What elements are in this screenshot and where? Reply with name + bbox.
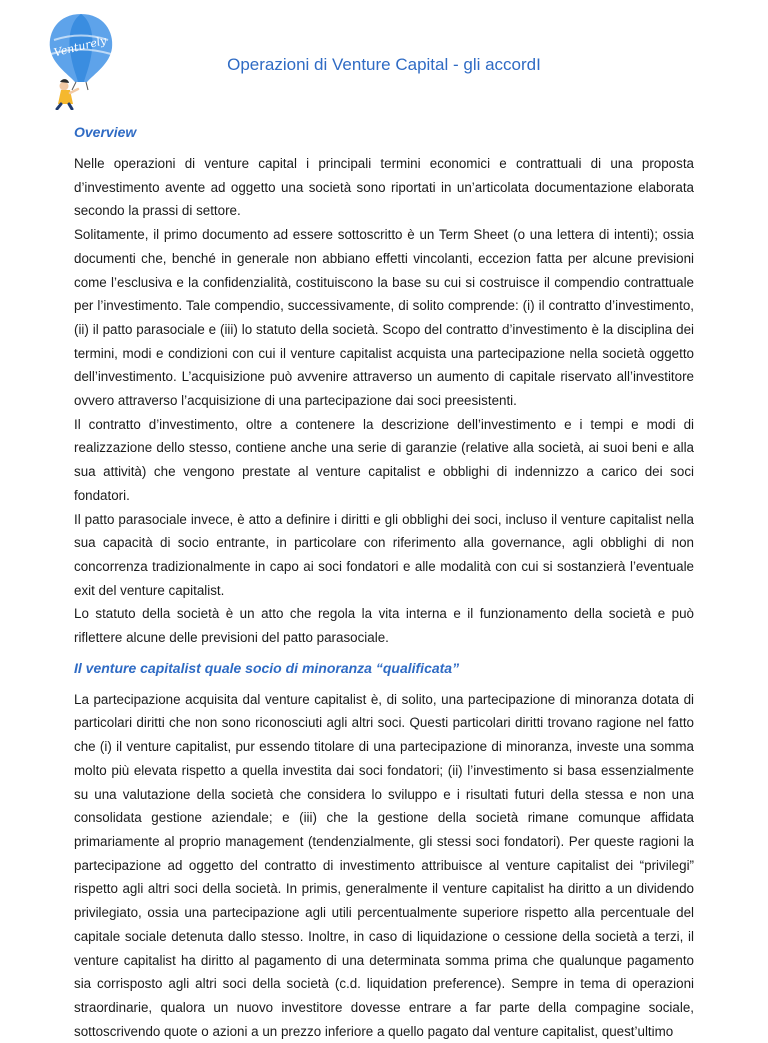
paragraph: Il contratto d’investimento, oltre a contenere la descrizione dell’investimento e i tempi e modi di realizzazione dello stesso, contiene anche una serie di garanzie (relative alla società, ai suoi beni e alla sua attività) che vengono prestate al venture capitalist e obblighi di indennizzo a carico dei soci fondatori. <box>74 416 694 503</box>
paragraph: Il patto parasociale invece, è atto a definire i diritti e gli obblighi dei soci, incluso il venture capitalist nella sua capacità di socio entrante, in particolare con riferimento alla governance, agli obblighi di non concorrenza tradizionalmente in capo ai soci fondatori e alle modalità con cui si sostanzierà l’eventuale exit del venture capitalist. <box>74 511 694 598</box>
paragraph: Nelle operazioni di venture capital i principali termini economici e contrattuali di una proposta d’investimento avente ad oggetto una società sono riportati in un’articolata documentazione elaborata secondo la prassi di settore. <box>74 156 694 219</box>
paragraph: La partecipazione acquisita dal venture capitalist è, di solito, una partecipazione di minoranza dotata di particolari diritti che non sono riconosciuti agli altri soci. Questi particolari diritti trovano ragione nel fatto che (i) il venture capitalist, pur essendo titolare di una partecipazione di minoranza, investe una somma molto più elevata rispetto a quella investita dai soci fondatori; (ii) l’investimento si basa essenzialmente su una valutazione della società che considera lo sviluppo e i risultati futuri della stessa e non una consolidata gestione aziendale; e (iii) che la gestione della società rimane comunque affidata primariamente al proprio management (tendenzialmente, gli stessi soci fondatori). Per queste ragioni la partecipazione ad oggetto del contratto di investimento attribuisce al venture capitalist dei “privilegi” rispetto agli altri soci della società. In primis, generalmente il venture capitalist ha diritto a un dividendo privilegiato, ossia una partecipazione agli utili percentualmente superiore rispetto alla percentuale del capitale sociale detenuta dallo stesso. Inoltre, in caso di liquidazione o cessione della società a terzi, il venture capitalist ha diritto al pagamento di una determinata somma prima che qualunque pagamento sia corrisposto agli altri soci della società (c.d. liquidation preference). Sempre in tema di operazioni straordinarie, qualora un nuovo investitore dovesse entrare a far parte della compagine sociale, sottoscrivendo quote o azioni a un prezzo inferiore a quello pagato dal venture capitalist, quest’ultimo <box>74 691 694 1039</box>
paragraph: Lo statuto della società è un atto che regola la vita interna e il funzionamento della società e può riflettere alcune delle previsioni del patto parasociale. <box>74 606 694 646</box>
logo-wordmark: Venturely <box>52 33 108 60</box>
section-heading-minority: Il venture capitalist quale socio di minoranza “qualificata” <box>74 659 460 676</box>
section-heading-overview: Overview <box>74 124 137 140</box>
page-title: Operazioni di Venture Capital - gli accordI <box>227 55 541 74</box>
document-body <box>74 120 694 1043</box>
paragraph: Solitamente, il primo documento ad essere sottoscritto è un Term Sheet (o una lettera di intenti); ossia documenti che, benché in generale non abbiano effetti vincolanti, eccezion fatta per alcune previsioni come l’esclusiva e la confidenzialità, costituiscono la base su cui si costruisce il compendio contrattuale per l’investimento. Tale compendio, successivamente, di solito comprende: (i) il contratto d’investimento, (ii) il patto parasociale e (iii) lo statuto della società. Scopo del contratto d’investimento è la disciplina dei termini, modi e condizioni con cui il venture capitalist acquista una partecipazione nella società oggetto dell’investimento. L’acquisizione può avvenire attraverso un aumento di capitale riservato all’investitore ovvero attraverso l’acquisizione di una partecipazione dai soci preesistenti. <box>74 227 694 409</box>
